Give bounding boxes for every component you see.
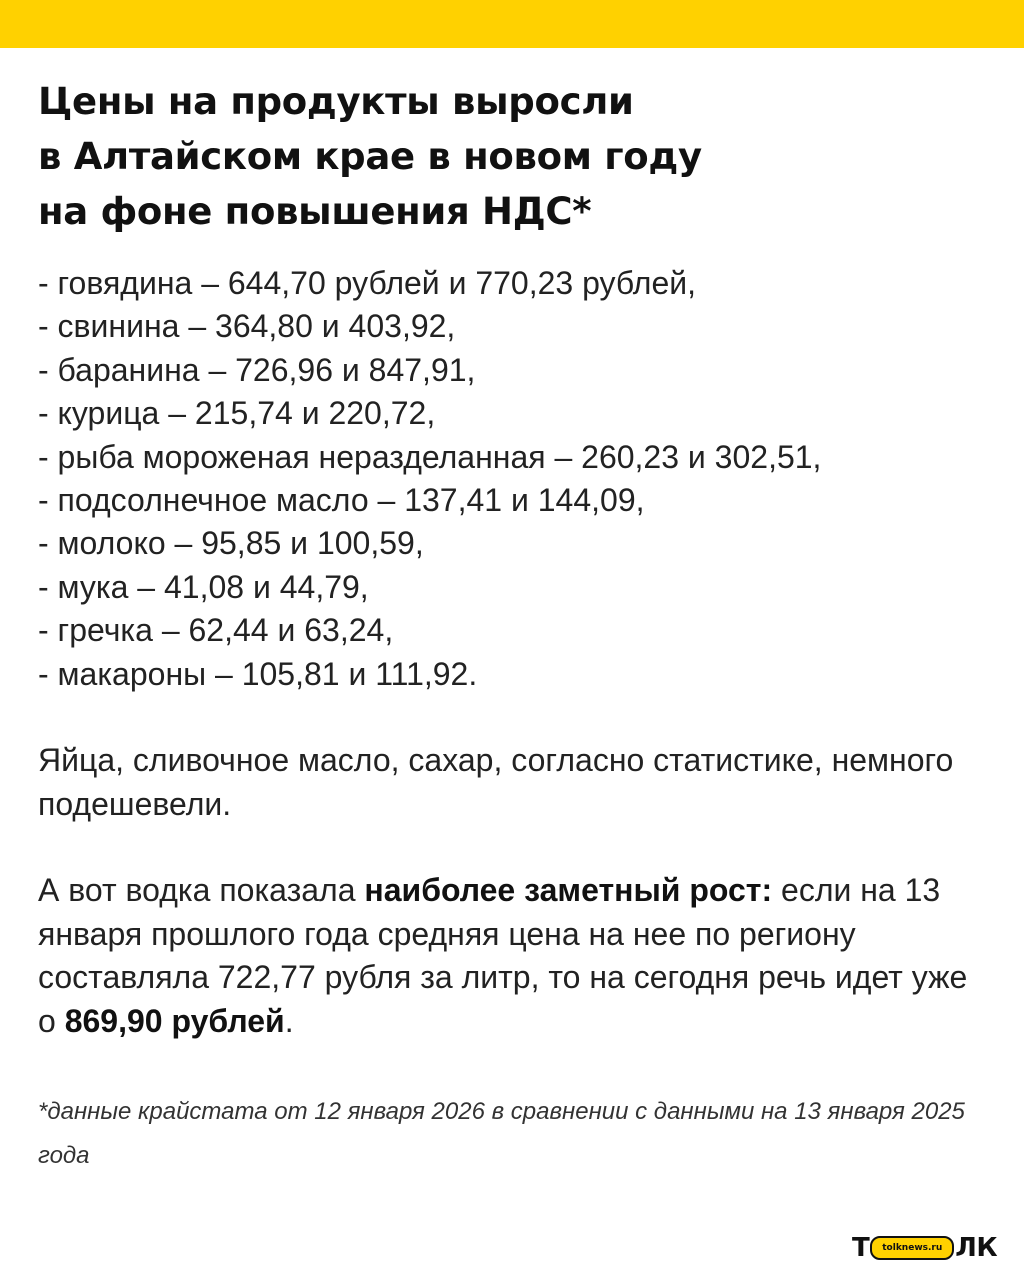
price-item-frozen-fish: - рыба мороженая неразделанная – 260,23 и 302,51, [38,438,822,475]
price-item-chicken: - курица – 215,74 и 220,72, [38,395,436,432]
page-title [38,74,978,239]
logo-letter-left: Т [852,1233,870,1263]
top-accent-bar [0,0,1024,48]
price-item-sunflower-oil: - подсолнечное масло – 137,41 и 144,09, [38,482,645,519]
vodka-text-part: . [284,1002,294,1039]
tolk-logo [852,1232,997,1264]
price-item-flour: - мука – 41,08 и 44,79, [38,568,369,605]
logo-letters-right: ЛК [955,1233,998,1263]
price-item-lamb: - баранина – 726,96 и 847,91, [38,351,476,388]
price-item-pork: - свинина – 364,80 и 403,92, [38,308,456,345]
vodka-text-part: если на 13 января прошлого года средняя цена на нее по региону составляла 722,77 рубля за литр, то на сегодня речь идет уже о [38,872,968,1039]
price-list [38,262,998,696]
price-item-buckwheat: - гречка – 62,44 и 63,24, [38,612,394,649]
title-line: на фоне повышения НДС* [38,190,592,233]
source-footnote: *данные крайстата от 12 января 2026 в сравнении с данными на 13 января 2025 года [38,1098,965,1169]
logo-pill: tolknews.ru [870,1236,954,1260]
vodka-highlight-price: 869,90 рублей [64,1002,285,1039]
cheaper-products-paragraph: Яйца, сливочное масло, сахар, согласно статистике, немного подешевели. [38,742,954,822]
vodka-text-part: А вот водка показала [38,872,365,908]
title-line: в Алтайском крае в новом году [38,135,702,178]
vodka-highlight-growth: наиболее заметный рост: [364,872,773,908]
price-item-beef: - говядина – 644,70 рублей и 770,23 рублей, [38,265,697,301]
vodka-paragraph [38,869,988,1043]
price-item-milk: - молоко – 95,85 и 100,59, [38,525,424,562]
title-line: Цены на продукты выросли [38,80,634,123]
price-item-pasta: - макароны – 105,81 и 111,92. [38,655,478,692]
